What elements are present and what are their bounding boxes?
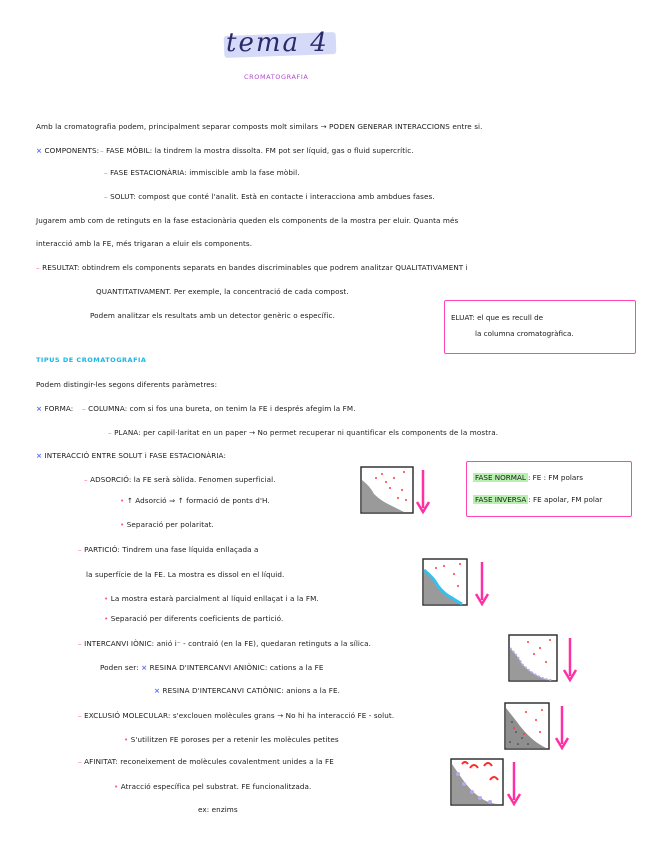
adsorcio-text: ADSORCIÓ: la FE serà sòlida. Fenomen superficial.	[90, 475, 276, 484]
afinitat-bullet1-text: Atracció específica pel substrat. FE funcionalitzada.	[120, 782, 312, 791]
afinitat-diagram	[450, 758, 522, 810]
interaccio-label: INTERACCIÓ ENTRE SOLUT i FASE ESTACIONÀRIA:	[44, 451, 226, 460]
resina1-row	[100, 663, 324, 672]
fase-normal-label: FASE NORMAL	[475, 473, 526, 482]
dash-icon: –	[78, 711, 82, 720]
exclusio-bullet1	[124, 735, 339, 744]
bullet-dot-icon: •	[104, 594, 109, 603]
jugarem-line1: Jugarem amb com de retinguts en la fase estacionària queden els components de la mostra per eluir. Quanta més	[36, 216, 459, 225]
interaccio-row	[36, 451, 226, 460]
particio-line2: la superfície de la FE. La mostra es dissol en el líquid.	[86, 570, 285, 579]
result-line1-text: RESULTAT: obtindrem els components separats en bandes discriminables que podrem analitzar QUALITATIVAMENT i	[42, 263, 468, 272]
dash-icon: –	[78, 639, 82, 648]
intercanvi	[78, 639, 371, 648]
afinitat	[78, 757, 334, 766]
adsorcio-bullet2	[120, 520, 214, 529]
dash-icon: –	[78, 545, 82, 554]
particio-bullet2	[104, 614, 283, 623]
particio-diagram	[422, 558, 494, 610]
eluat-line1: ELUAT: el que es recull de	[451, 313, 544, 322]
pot-ser-label: Poden ser:	[100, 663, 139, 672]
eluat-box	[444, 300, 636, 354]
page-title: tema 4	[226, 28, 329, 58]
intercanvi-text: INTERCANVI IÒNIC: anió i⁻ - contraió (en la FE), quedaran retinguts a la sílica.	[84, 639, 371, 648]
forma-label: FORMA:	[44, 404, 74, 413]
jugarem-line2: interacció amb la FE, més trigaran a eluir els components.	[36, 239, 253, 248]
particio-bullet2-text: Separació per diferents coeficients de partició.	[110, 614, 284, 623]
afinitat-bullet1	[114, 782, 311, 791]
bullet-cross-icon: ×	[141, 663, 148, 672]
intro-line: Amb la cromatografia podem, principalment separar composts molt similars → PODEN GENERAR INTERACCIONS entre si.	[36, 122, 483, 131]
bullet-cross-icon: ×	[154, 686, 161, 695]
components-label: COMPONENTS:	[44, 146, 100, 155]
dash-icon: –	[104, 168, 108, 177]
exclusio-bullet1-text: S'utilitzen FE poroses per a retenir les molècules petites	[130, 735, 339, 744]
comp-solut	[104, 192, 435, 201]
afinitat-example: ex: enzims	[198, 805, 238, 814]
adsorcio-bullet1-text: ↑ Adsorció ⇒ ↑ formació de ponts d'H.	[126, 496, 270, 505]
adsorcio	[84, 475, 276, 484]
resina2-row	[154, 686, 340, 695]
particio-bullet1	[104, 594, 319, 603]
forma-plana	[108, 428, 498, 437]
bullet-dot-icon: •	[120, 520, 125, 529]
exclusio-text: EXCLUSIÓ MOLECULAR: s'exclouen molècules grans → No hi ha interacció FE - solut.	[84, 711, 395, 720]
exclusio-diagram	[504, 702, 576, 754]
comp-fm	[100, 146, 414, 155]
bullet-dot-icon: •	[104, 614, 109, 623]
forma-columna	[82, 404, 356, 413]
fase-normal-text: : FE : FM polars	[527, 473, 583, 482]
result-line2: QUANTITATIVAMENT. Per exemple, la concentració de cada compost.	[96, 287, 349, 296]
tipus-intro: Podem distingir-les segons diferents paràmetres:	[36, 380, 218, 389]
bullet-dot-icon: •	[114, 782, 119, 791]
forma-columna-text: COLUMNA: com si fos una bureta, on tenim la FE i després afegim la FM.	[88, 404, 356, 413]
dash-icon: –	[100, 146, 104, 155]
intercanvi-diagram	[508, 634, 580, 686]
comp-fm-text: FASE MÒBIL: la tindrem la mostra dissolta. FM pot ser líquid, gas o fluid supercrític.	[106, 146, 414, 155]
bullet-dot-icon: •	[120, 496, 125, 505]
adsorcio-bullet2-text: Separació per polaritat.	[126, 520, 214, 529]
dash-icon: –	[104, 192, 108, 201]
dash-icon: –	[82, 404, 86, 413]
bullet-cross-icon: ×	[36, 451, 43, 460]
comp-solut-text: SOLUT: compost que conté l'analit. Està en contacte i interacciona amb ambdues fases.	[110, 192, 435, 201]
result-line3: Podem analitzar els resultats amb un detector genèric o específic.	[90, 311, 335, 320]
dash-icon: –	[108, 428, 112, 437]
adsorcio-diagram	[360, 466, 432, 518]
exclusio	[78, 711, 394, 720]
eluat-line2: la columna cromatogràfica.	[475, 329, 574, 338]
particio-line1	[78, 545, 259, 554]
adsorcio-bullet1	[120, 496, 270, 505]
page-subtitle: CROMATOGRAFIA	[244, 73, 309, 81]
bullet-cross-icon: ×	[36, 146, 43, 155]
bullet-dot-icon: •	[124, 735, 129, 744]
particio-line1-text: PARTICIÓ: Tindrem una fase líquida enllaçada a	[84, 545, 259, 554]
forma-label-row	[36, 404, 73, 413]
fase-box	[466, 461, 632, 517]
resina1-text: RESINA D'INTERCANVI ANIÒNIC: cations a la FE	[149, 663, 324, 672]
resina2-text: RESINA D'INTERCANVI CATIÒNIC: anions a la FE.	[162, 686, 341, 695]
comp-fe	[104, 168, 300, 177]
comp-fe-text: FASE ESTACIONÀRIA: immiscible amb la fase mòbil.	[110, 168, 300, 177]
section-heading: TIPUS DE CROMATOGRAFIA	[36, 356, 147, 364]
fase-inversa-line	[473, 495, 602, 504]
dash-icon: –	[84, 475, 88, 484]
dash-icon: –	[36, 263, 40, 272]
fase-inversa-text: : FE apolar, FM polar	[528, 495, 603, 504]
particio-bullet1-text: La mostra estarà parcialment al líquid enllaçat i a la FM.	[110, 594, 319, 603]
result-line1	[36, 263, 468, 272]
components-row	[36, 146, 99, 155]
afinitat-text: AFINITAT: reconeixement de molècules covalentment unides a la FE	[84, 757, 334, 766]
fase-inversa-label: FASE INVERSA	[475, 495, 527, 504]
dash-icon: –	[78, 757, 82, 766]
forma-plana-text: PLANA: per capil·laritat en un paper → No permet recuperar ni quantificar els components de la mostra.	[114, 428, 499, 437]
bullet-cross-icon: ×	[36, 404, 43, 413]
fase-normal-line	[473, 473, 583, 482]
